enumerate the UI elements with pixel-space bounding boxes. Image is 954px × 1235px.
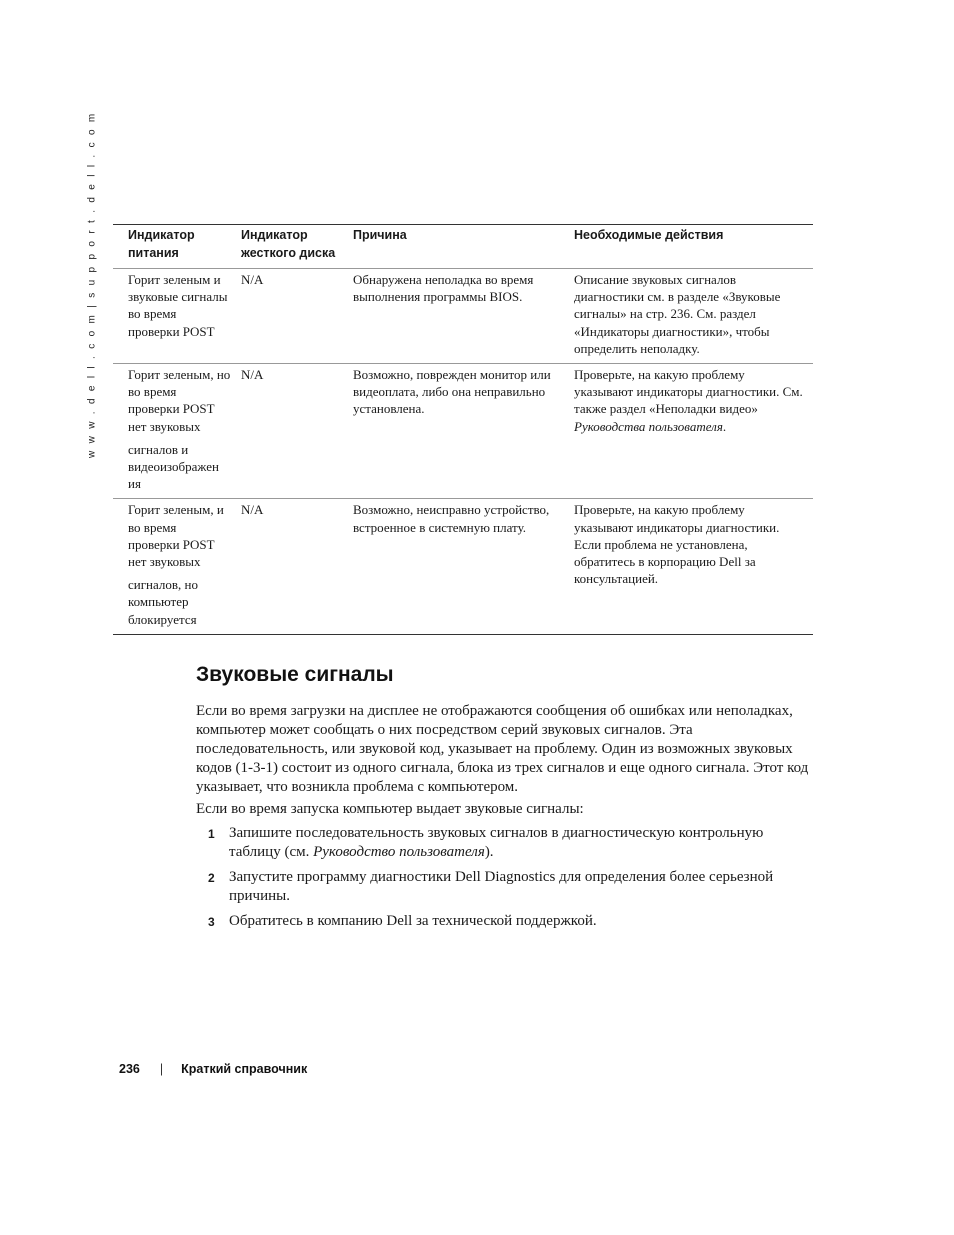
cell-power-text: Горит зеленым, и во время проверки POST нет звуковых	[128, 502, 224, 570]
cell-power	[113, 499, 237, 634]
list-item	[196, 868, 816, 906]
cell-action-end: .	[722, 418, 727, 434]
page-footer	[119, 1062, 307, 1076]
diagnostic-lights-table	[113, 224, 813, 635]
steps-list	[196, 824, 816, 931]
step-italic: Руководство пользователя	[313, 844, 485, 860]
startup-paragraph-text: Если во время запуска компьютер выдает звуковые сигналы:	[196, 801, 584, 817]
footer-title: Краткий справочник	[181, 1062, 308, 1076]
cell-action	[570, 499, 813, 634]
header-action: Необходимые действия	[574, 228, 724, 242]
header-hdd-light: Индикатор жесткого диска	[241, 228, 336, 260]
sidebar-website-url: w w w . d e l l . c o m | s u p p o r t . d e l l . c o m	[86, 111, 98, 458]
cell-cause: Возможно, поврежден монитор или видеоплата, либо она неправильно установлена.	[353, 367, 551, 417]
cell-action-text: Проверьте, на какую проблему указывают индикаторы диагностики. См. также раздел «Неполадки видео»	[574, 367, 803, 417]
cell-action	[570, 364, 813, 499]
cell-action-italic: Руководства пользователя	[574, 418, 723, 434]
list-item	[196, 824, 816, 862]
cell-power-text: Горит зеленым и звуковые сигналы во время проверки POST	[128, 272, 228, 339]
cell-power	[113, 269, 237, 364]
cell-cause: Обнаружена неполадка во время выполнения программы BIOS.	[353, 272, 534, 305]
step-text: Обратитесь в компанию Dell за технической поддержкой.	[229, 913, 597, 929]
step-number: 3	[208, 915, 215, 929]
step-text: Запустите программу диагностики Dell Diagnostics для определения более серьезной причины.	[229, 869, 774, 904]
cell-hdd: N/A	[241, 367, 264, 383]
footer-separator: |	[159, 1062, 164, 1076]
header-cause: Причина	[353, 228, 407, 242]
cell-action-text: Описание звуковых сигналов диагностики см. в разделе «Звуковые сигналы» на стр. 236. См. раздел «Индикаторы диагностики», чтобы определить неполадку.	[574, 272, 781, 356]
step-number: 2	[208, 871, 215, 885]
cell-power-text-continued: сигналов и видеоизображен ия	[128, 441, 219, 492]
cell-power-text: Горит зеленым, но во время проверки POST нет звуковых	[128, 367, 231, 434]
cell-action-text: Проверьте, на какую проблему указывают индикаторы диагностики. Если проблема не установлена, обратитесь в корпорацию Dell за консультацией.	[574, 502, 780, 587]
cell-power	[113, 364, 237, 499]
section-title: Звуковые сигналы	[196, 663, 394, 686]
header-power-light: Индикатор питания	[128, 228, 195, 260]
startup-paragraph	[196, 800, 816, 819]
table-row	[113, 269, 813, 364]
intro-paragraph-text: Если во время загрузки на дисплее не отображаются сообщения об ошибках или неполадках, компьютер может сообщать о них посредством серий звуковых сигналов. Эта последовательность, или звуковой код, указывает на проблему. Один из возможных звуковых кодов (1-3-1) состоит из одного сигнала, блока из трех сигналов и еще одного сигнала. Этот код указывает, что возникла проблема с компьютером.	[196, 703, 809, 795]
cell-hdd: N/A	[241, 272, 264, 287]
cell-action	[570, 269, 813, 364]
table-row	[113, 499, 813, 634]
step-end: ).	[484, 844, 494, 860]
cell-hdd: N/A	[241, 502, 264, 518]
list-item	[196, 912, 816, 931]
table-header-row	[113, 225, 813, 269]
intro-paragraph	[196, 702, 816, 797]
page-number: 236	[119, 1062, 140, 1076]
step-text: Запишите последовательность звуковых сигналов в диагностическую контрольную таблицу (см.	[229, 825, 764, 860]
step-number: 1	[208, 827, 215, 841]
cell-power-text-continued: сигналов, но компьютер блокируется	[128, 577, 198, 627]
cell-cause: Возможно, неисправно устройство, встроенное в системную плату.	[353, 502, 550, 535]
table-row	[113, 364, 813, 499]
